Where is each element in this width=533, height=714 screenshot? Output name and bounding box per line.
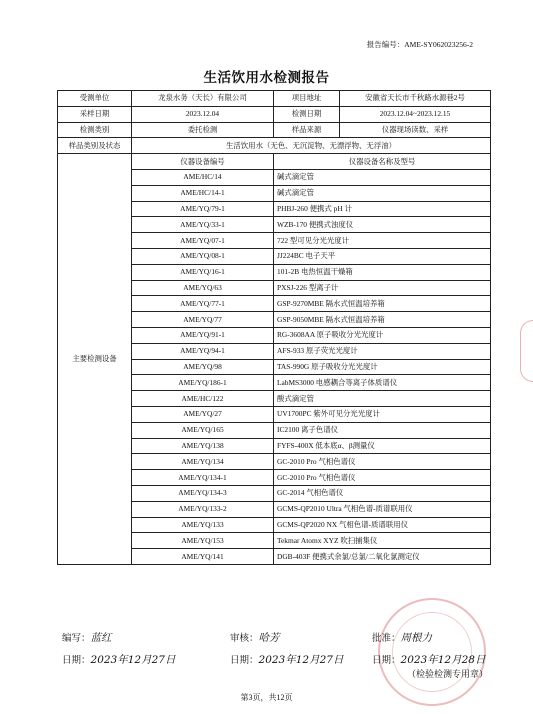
category-label: 检测类别 <box>58 122 132 138</box>
equipment-name: UV1700PC 紫外可见分光光度计 <box>274 406 491 422</box>
equipment-name: GCMS-QP2020 NX 气相色谱-质谱联用仪 <box>274 517 491 533</box>
editor-name: 蓝红 <box>90 632 112 644</box>
equipment-name: AFS-933 原子荧光光度计 <box>274 343 491 359</box>
equipment-code: AME/YQ/33-1 <box>132 217 274 233</box>
equipment-code: AME/YQ/77 <box>132 312 274 328</box>
equipment-name: IC2100 离子色谱仪 <box>274 422 491 438</box>
equipment-name: RG-3608AA 原子吸收分光光度计 <box>274 327 491 343</box>
equipment-code: AME/YQ/91-1 <box>132 327 274 343</box>
equipment-name: FYFS-400X 低本底α、β测量仪 <box>274 438 491 454</box>
equipment-name: GC-2010 Pro 气相色谱仪 <box>274 470 491 486</box>
reviewer-date: 日期：2023年12月27日 <box>230 654 344 666</box>
equipment-code: AME/YQ/138 <box>132 438 274 454</box>
report-number: 报告编号：AME-SY062023256-2 <box>366 40 473 49</box>
info-row-sample <box>58 138 491 154</box>
editor-signature: 编写：蓝红 <box>62 632 112 644</box>
equipment-name: LabMS3000 电感耦合等离子体质谱仪 <box>274 375 491 391</box>
report-table <box>57 90 491 565</box>
report-title: 生活饮用水检测报告 <box>203 70 330 86</box>
equipment-code: AME/YQ/77-1 <box>132 296 274 312</box>
sample-value: 生活饮用水（无色、无沉淀物、无漂浮物、无浮油） <box>132 138 491 154</box>
equipment-code: AME/YQ/63 <box>132 280 274 296</box>
equipment-name: GC-2010 Pro 气相色谱仪 <box>274 454 491 470</box>
equipment-code: AME/YQ/133-2 <box>132 501 274 517</box>
equipment-section-label: 主要检测设备 <box>58 154 132 565</box>
test-date-value: 2023.12.04~2023.12.15 <box>340 106 491 122</box>
address-label: 项目地址 <box>274 91 340 107</box>
equipment-name: WZB-170 便携式浊度仪 <box>274 217 491 233</box>
equipment-code: AME/YQ/94-1 <box>132 343 274 359</box>
equipment-col-code: 仪器设备编号 <box>132 154 274 170</box>
sampling-date-label: 采样日期 <box>58 106 132 122</box>
source-label: 样品来源 <box>274 122 340 138</box>
equipment-code: AME/YQ/16-1 <box>132 264 274 280</box>
equipment-col-name: 仪器设备名称及型号 <box>274 154 491 170</box>
equipment-code: AME/YQ/07-1 <box>132 233 274 249</box>
seal-edge-mark <box>520 320 533 382</box>
equipment-code: AME/YQ/153 <box>132 533 274 549</box>
equipment-name: 101-2B 电热恒温干燥箱 <box>274 264 491 280</box>
equipment-name: PXSJ-226 型离子计 <box>274 280 491 296</box>
test-date-label: 检测日期 <box>274 106 340 122</box>
equipment-name: Tekmar Atomx XYZ 吹扫捕集仪 <box>274 533 491 549</box>
equipment-name: GSP-9270MBE 隔水式恒温培养箱 <box>274 296 491 312</box>
info-row-category <box>58 122 491 138</box>
stamp-label: （检验检测专用章） <box>407 669 489 679</box>
sample-label: 样品类别及状态 <box>58 138 132 154</box>
equipment-name: GCMS-QP2010 Ultra 气相色谱-质谱联用仪 <box>274 501 491 517</box>
equipment-code: AME/YQ/134-3 <box>132 485 274 501</box>
reviewer-signature: 审核：哈芳 <box>230 632 280 644</box>
unit-value: 龙泉水务（天长）有限公司 <box>132 91 274 107</box>
equipment-code: AME/HC/14 <box>132 169 274 185</box>
editor-date: 日期：2023年12月27日 <box>62 654 176 666</box>
unit-label: 受测单位 <box>58 91 132 107</box>
equipment-code: AME/YQ/27 <box>132 406 274 422</box>
equipment-name: PHBJ-260 便携式 pH 计 <box>274 201 491 217</box>
equipment-code: AME/YQ/98 <box>132 359 274 375</box>
equipment-name: GSP-9050MBE 隔水式恒温培养箱 <box>274 312 491 328</box>
approver-date: 日期：2023年12月28日 <box>372 654 486 666</box>
page-footer: 第3页，共12页 <box>240 693 293 702</box>
equipment-code: AME/YQ/134 <box>132 454 274 470</box>
equipment-name: 碱式滴定管 <box>274 169 491 185</box>
info-row-dates <box>58 106 491 122</box>
equipment-code: AME/YQ/134-1 <box>132 470 274 486</box>
equipment-header-row <box>58 154 491 170</box>
equipment-name: GC-2014 气相色谱仪 <box>274 485 491 501</box>
equipment-name: 酸式滴定管 <box>274 391 491 407</box>
equipment-code: AME/YQ/141 <box>132 549 274 565</box>
equipment-code: AME/HC/14-1 <box>132 185 274 201</box>
category-value: 委托检测 <box>132 122 274 138</box>
equipment-name: JJ224BC 电子天平 <box>274 248 491 264</box>
address-value: 安徽省天长市千秋路水源巷2号 <box>340 91 491 107</box>
equipment-name: DGB-403F 便携式余氯/总氯/二氧化氯测定仪 <box>274 549 491 565</box>
approver-signature: 批准：周根力 <box>372 632 433 644</box>
equipment-code: AME/HC/122 <box>132 391 274 407</box>
equipment-code: AME/YQ/186-1 <box>132 375 274 391</box>
approver-name: 周根力 <box>400 632 433 644</box>
equipment-code: AME/YQ/133 <box>132 517 274 533</box>
equipment-code: AME/YQ/08-1 <box>132 248 274 264</box>
source-value: 仪器现场读数、采样 <box>340 122 491 138</box>
equipment-name: 碱式滴定管 <box>274 185 491 201</box>
equipment-name: 722 型可见分光光度计 <box>274 233 491 249</box>
info-row-unit <box>58 91 491 107</box>
reviewer-name: 哈芳 <box>258 632 280 644</box>
equipment-code: AME/YQ/165 <box>132 422 274 438</box>
sampling-date-value: 2023.12.04 <box>132 106 274 122</box>
equipment-code: AME/YQ/79-1 <box>132 201 274 217</box>
equipment-name: TAS-990G 原子吸收分光光度计 <box>274 359 491 375</box>
